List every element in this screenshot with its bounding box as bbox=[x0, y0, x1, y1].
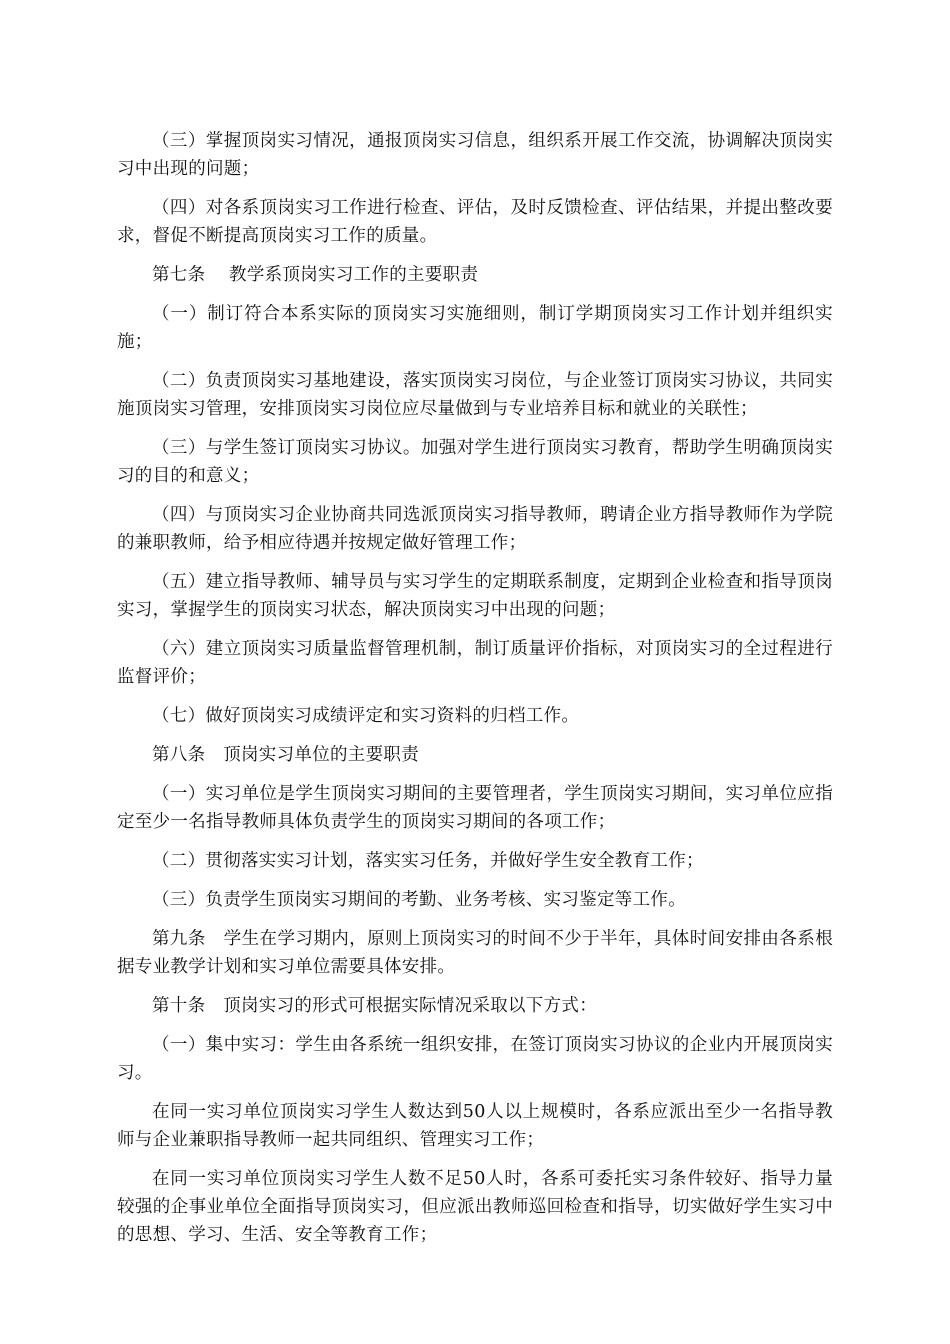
paragraph-art8-item-3: （三）负责学生顶岗实习期间的考勤、业务考核、实习鉴定等工作。 bbox=[152, 890, 686, 910]
paragraph-art7-item-2: （二）负责顶岗实习基地建设，落实顶岗实习岗位，与企业签订顶岗实习协议，共同实施顶岗实习管理，安排顶岗实习岗位应尽量做到与专业培养目标和就业的关联性； bbox=[117, 371, 833, 419]
paragraph-art10-small-group: 在同一实习单位顶岗实习学生人数不足50人时，各系可委托实习条件较好、指导力量较强的企事业单位全面指导顶岗实习，但应派出教师巡回检查和指导，切实做好学生实习中的思想、学习、生活、安全等教育工作； bbox=[117, 1169, 833, 1245]
paragraph-art8-item-2: （二）贯彻落实实习计划，落实实习任务，并做好学生安全教育工作； bbox=[152, 851, 704, 871]
paragraph-art7-item-6: （六）建立顶岗实习质量监督管理机制，制订质量评价指标，对顶岗实习的全过程进行监督评价； bbox=[117, 639, 833, 687]
paragraph-art10-item-1: （一）集中实习：学生由各系统一组织安排，在签订顶岗实习协议的企业内开展顶岗实习。 bbox=[117, 1035, 833, 1083]
paragraph-item-4-duty: （四）对各系顶岗实习工作进行检查、评估，及时反馈检查、评估结果，并提出整改要求，督促不断提高顶岗实习工作的质量。 bbox=[117, 198, 833, 246]
article-10-heading: 第十条 顶岗实习的形式可根据实际情况采取以下方式： bbox=[152, 996, 597, 1016]
paragraph-item-3-duty: （三）掌握顶岗实习情况，通报顶岗实习信息，组织系开展工作交流，协调解决顶岗实习中出现的问题； bbox=[117, 131, 833, 179]
article-8-heading: 第八条 顶岗实习单位的主要职责 bbox=[152, 745, 419, 765]
paragraph-art7-item-1: （一）制订符合本系实际的顶岗实习实施细则，制订学期顶岗实习工作计划并组织实施； bbox=[117, 304, 833, 352]
document-body bbox=[117, 127, 833, 1260]
paragraph-art7-item-3: （三）与学生签订顶岗实习协议。加强对学生进行顶岗实习教育，帮助学生明确顶岗实习的目的和意义； bbox=[117, 438, 833, 486]
paragraph-art10-large-group: 在同一实习单位顶岗实习学生人数达到50人以上规模时，各系应派出至少一名指导教师与企业兼职指导教师一起共同组织、管理实习工作； bbox=[117, 1102, 833, 1150]
article-9-paragraph: 第九条 学生在学习期内，原则上顶岗实习的时间不少于半年，具体时间安排由各系根据专业教学计划和实习单位需要具体安排。 bbox=[117, 929, 833, 977]
paragraph-art8-item-1: （一）实习单位是学生顶岗实习期间的主要管理者，学生顶岗实习期间，实习单位应指定至少一名指导教师具体负责学生的顶岗实习期间的各项工作； bbox=[117, 784, 833, 832]
paragraph-art7-item-5: （五）建立指导教师、辅导员与实习学生的定期联系制度，定期到企业检查和指导顶岗实习，掌握学生的顶岗实习状态，解决顶岗实习中出现的问题； bbox=[117, 572, 833, 620]
paragraph-art7-item-7: （七）做好顶岗实习成绩评定和实习资料的归档工作。 bbox=[152, 706, 580, 726]
paragraph-art7-item-4: （四）与顶岗实习企业协商共同选派顶岗实习指导教师，聘请企业方指导教师作为学院的兼职教师，给予相应待遇并按规定做好管理工作； bbox=[117, 505, 833, 553]
article-7-heading: 第七条 教学系顶岗实习工作的主要职责 bbox=[152, 265, 479, 285]
